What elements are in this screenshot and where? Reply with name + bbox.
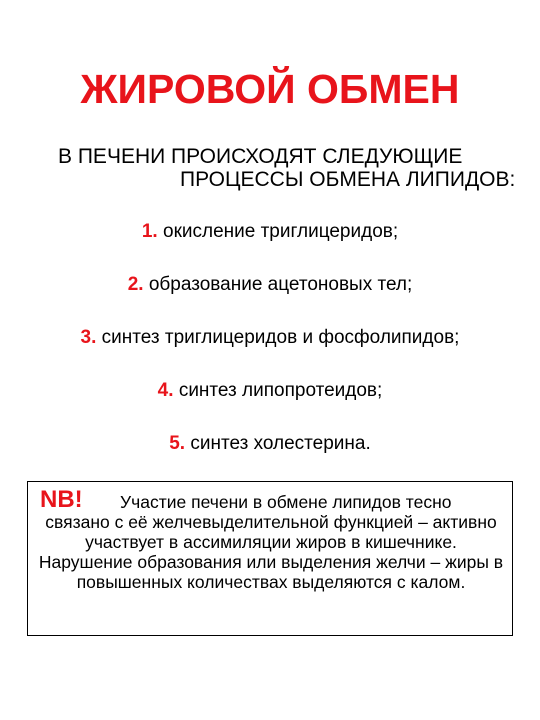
list-item-text: образование ацетоновых тел;: [148, 274, 413, 295]
list-item-number: 4.: [157, 380, 174, 401]
list-item-number: 5.: [169, 433, 186, 454]
list-item-text: синтез холестерина.: [190, 433, 371, 454]
page-title: ЖИРОВОЙ ОБМЕН: [80, 66, 460, 112]
list-item-text: синтез липопротеидов;: [178, 380, 383, 401]
list-item-text: окисление триглицеридов;: [163, 221, 399, 242]
note-text-first-line: Участие печени в обмене липидов тесно: [120, 492, 452, 512]
list-item-1: [0, 220, 540, 244]
intro-line-1: В ПЕЧЕНИ ПРОИСХОДЯТ СЛЕДУЮЩИЕ: [58, 145, 463, 168]
list-item-4: [0, 379, 540, 403]
note-text: [28, 492, 514, 592]
list-item-5: [0, 432, 540, 456]
list-item-number: 2.: [127, 274, 144, 295]
note-text-body: связано с её желчевыделительной функцией – активно участвует в ассимиляции жиров в кишечнике. Нарушение образования или выделения желчи – жиры в повышенных количествах выделяются с калом.: [38, 512, 504, 592]
list-item-number: 1.: [141, 221, 158, 242]
list-item-2: [0, 273, 540, 297]
list-item-number: 3.: [80, 327, 97, 348]
note-box: [27, 481, 513, 636]
list-item-3: [0, 326, 540, 350]
intro-line-2: ПРОЦЕССЫ ОБМЕНА ЛИПИДОВ:: [180, 168, 516, 191]
list-item-text: синтез триглицеридов и фосфолипидов;: [101, 327, 460, 348]
note-label: NB!: [40, 486, 83, 513]
